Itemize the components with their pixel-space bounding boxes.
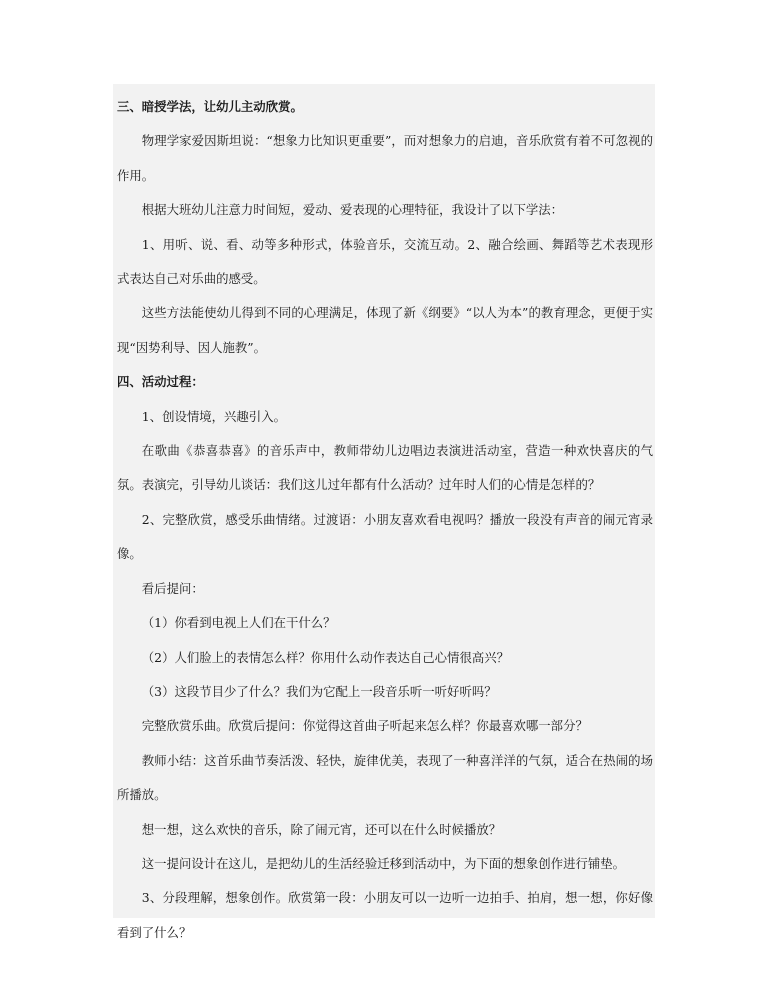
paragraph-step-3: 3、分段理解，想象创作。欣赏第一段：小朋友可以一边听一边拍手、拍肩，想一想，你好像看到了什么？ [117,890,653,940]
paragraph-step-1: 1、创设情境，兴趣引入。 [141,408,286,424]
paragraph-learning-design: 根据大班幼儿注意力时间短，爱动、爱表现的心理特征，我设计了以下学法： [141,202,564,218]
section-heading-4: 四、活动过程： [117,374,204,390]
paragraph-full-listening: 完整欣赏乐曲。欣赏后提问：你觉得这首曲子听起来怎么样？你最喜欢哪一部分？ [141,718,588,734]
paragraph-question-1: （1）你看到电视上人们在干什么？ [141,615,336,631]
paragraph-teacher-summary: 教师小结：这首乐曲节奏活泼、轻快，旋律优美，表现了一种喜洋洋的气氛，适合在热闹的场所播放。 [117,752,653,803]
paragraph-einstein-quote: 物理学家爱因斯坦说：“想象力比知识更重要”，而对想象力的启迪，音乐欣赏有着不可忽视的作用。 [117,133,653,183]
paragraph-question-purpose: 这一提问设计在这儿，是把幼儿的生活经验迁移到活动中，为下面的想象创作进行铺垫。 [141,855,626,871]
paragraph-methods-benefit: 这些方法能使幼儿得到不同的心理满足，体现了新《纲要》“以人为本”的教育理念，更便于实现“因势利导、因人施教”。 [117,305,653,355]
paragraph-question-2: （2）人们脸上的表情怎么样？你用什么动作表达自己心情很高兴？ [141,649,510,665]
paragraph-questions-intro: 看后提问： [141,580,204,596]
paragraph-song-intro: 在歌曲《恭喜恭喜》的音乐声中，教师带幼儿边唱边表演进活动室，营造一种欢快喜庆的气氛。表演完，引导幼儿谈话：我们这儿过年都有什么活动？过年时人们的心情是怎样的？ [117,443,653,493]
document-body [117,90,653,950]
section-heading-3: 三、暗授学法，让幼儿主动欣赏。 [117,99,303,114]
paragraph-think-question: 想一想，这么欢快的音乐，除了闹元宵，还可以在什么时候播放？ [141,821,502,837]
paragraph-step-2: 2、完整欣赏，感受乐曲情绪。过渡语：小朋友喜欢看电视吗？播放一段没有声音的闹元宵录像。 [117,511,653,562]
paragraph-question-3: （3）这段节目少了什么？我们为它配上一段音乐听一听好听吗？ [141,683,497,699]
paragraph-methods-list: 1、用听、说、看、动等多种形式，体验音乐，交流互动。2、融合绘画、舞蹈等艺术表现形式表达自己对乐曲的感受。 [117,236,653,287]
